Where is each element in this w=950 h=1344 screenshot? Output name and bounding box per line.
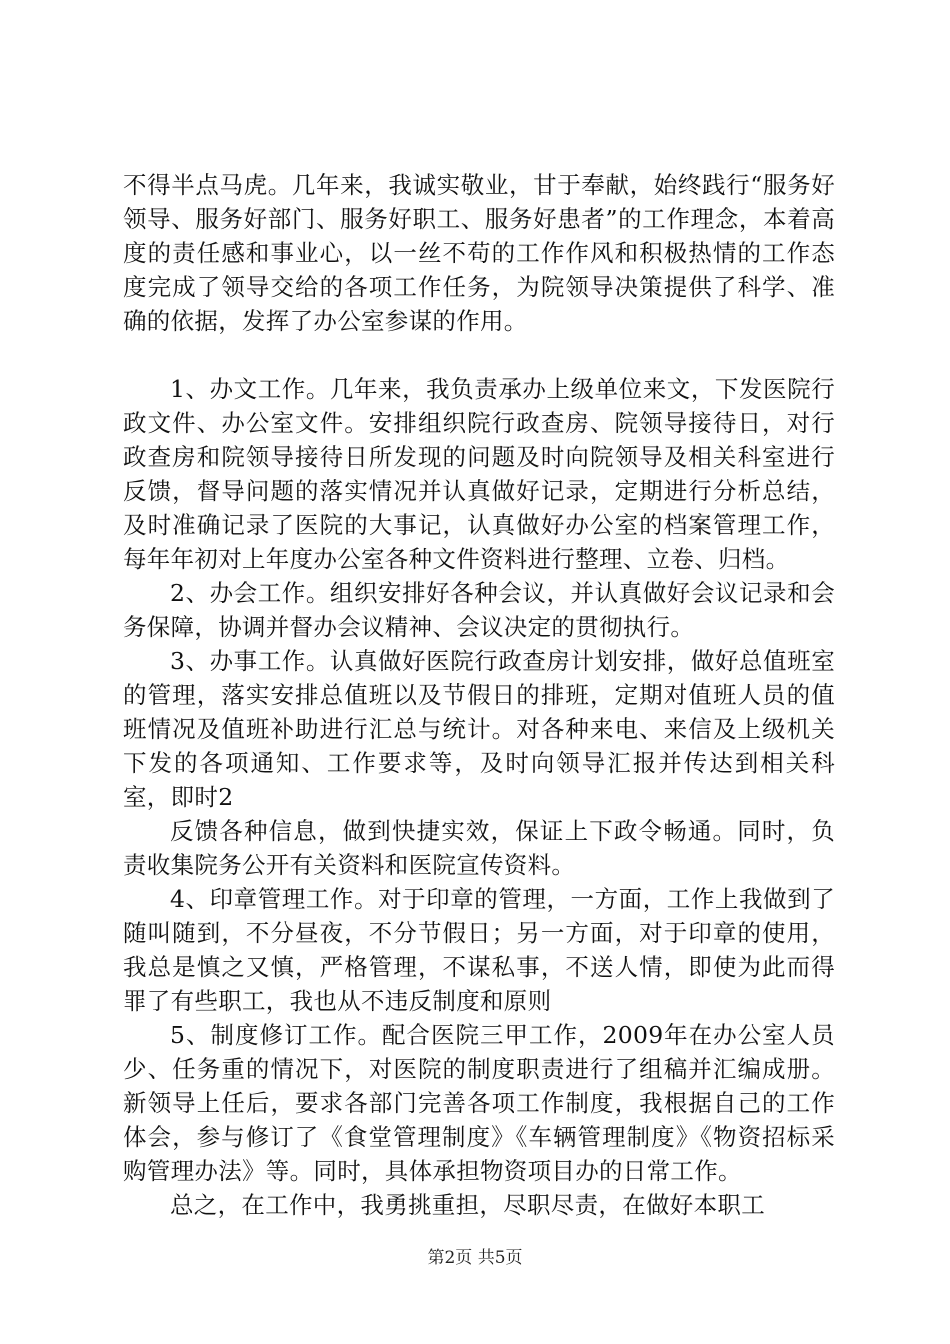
document-body <box>123 168 835 1222</box>
paragraph-item-3-continued: 反馈各种信息，做到快捷实效，保证上下政令畅通。同时，负责收集院务公开有关资料和医院宣传资料。 <box>123 817 835 879</box>
paragraph-item-4: 4、印章管理工作。对于印章的管理，一方面，工作上我做到了随叫随到，不分昼夜，不分节假日；另一方面，对于印章的使用，我总是慎之又慎，严格管理，不谋私事，不送人情，即使为此而得罪了有些职工，我也从不违反制度和原则 <box>123 885 835 1015</box>
page-number: 第2页 共5页 <box>427 1248 523 1268</box>
paragraph-item-1: 1、办文工作。几年来，我负责承办上级单位来文，下发医院行政文件、办公室文件。安排组织院行政查房、院领导接待日，对行政查房和院领导接待日所发现的问题及时向院领导及相关科室进行反馈，督导问题的落实情况并认真做好记录，定期进行分析总结，及时准确记录了医院的大事记，认真做好办公室的档案管理工作，每年年初对上年度办公室各种文件资料进行整理、立卷、归档。 <box>123 375 835 573</box>
paragraph-intro: 不得半点马虎。几年来，我诚实敬业，甘于奉献，始终践行“服务好领导、服务好部门、服务好职工、服务好患者”的工作理念，本着高度的责任感和事业心，以一丝不苟的工作作风和积极热情的工作态度完成了领导交给的各项工作任务，为院领导决策提供了科学、准确的依据，发挥了办公室参谋的作用。 <box>123 171 835 335</box>
paragraph-item-5: 5、制度修订工作。配合医院三甲工作，2009年在办公室人员少、任务重的情况下，对医院的制度职责进行了组稿并汇编成册。新领导上任后，要求各部门完善各项工作制度，我根据自己的工作体会，参与修订了《食堂管理制度》《车辆管理制度》《物资招标采购管理办法》等。同时，具体承担物资项目办的日常工作。 <box>123 1021 835 1185</box>
paragraph-summary: 总之，在工作中，我勇挑重担，尽职尽责，在做好本职工 <box>170 1191 765 1219</box>
paragraph-item-3: 3、办事工作。认真做好医院行政查房计划安排，做好总值班室的管理，落实安排总值班以及节假日的排班，定期对值班人员的值班情况及值班补助进行汇总与统计。对各种来电、来信及上级机关下发的各项通知、工作要求等，及时向领导汇报并传达到相关科室，即时2 <box>123 647 835 811</box>
paragraph-item-2: 2、办会工作。组织安排好各种会议，并认真做好会议记录和会务保障，协调并督办会议精神、会议决定的贯彻执行。 <box>123 579 835 641</box>
